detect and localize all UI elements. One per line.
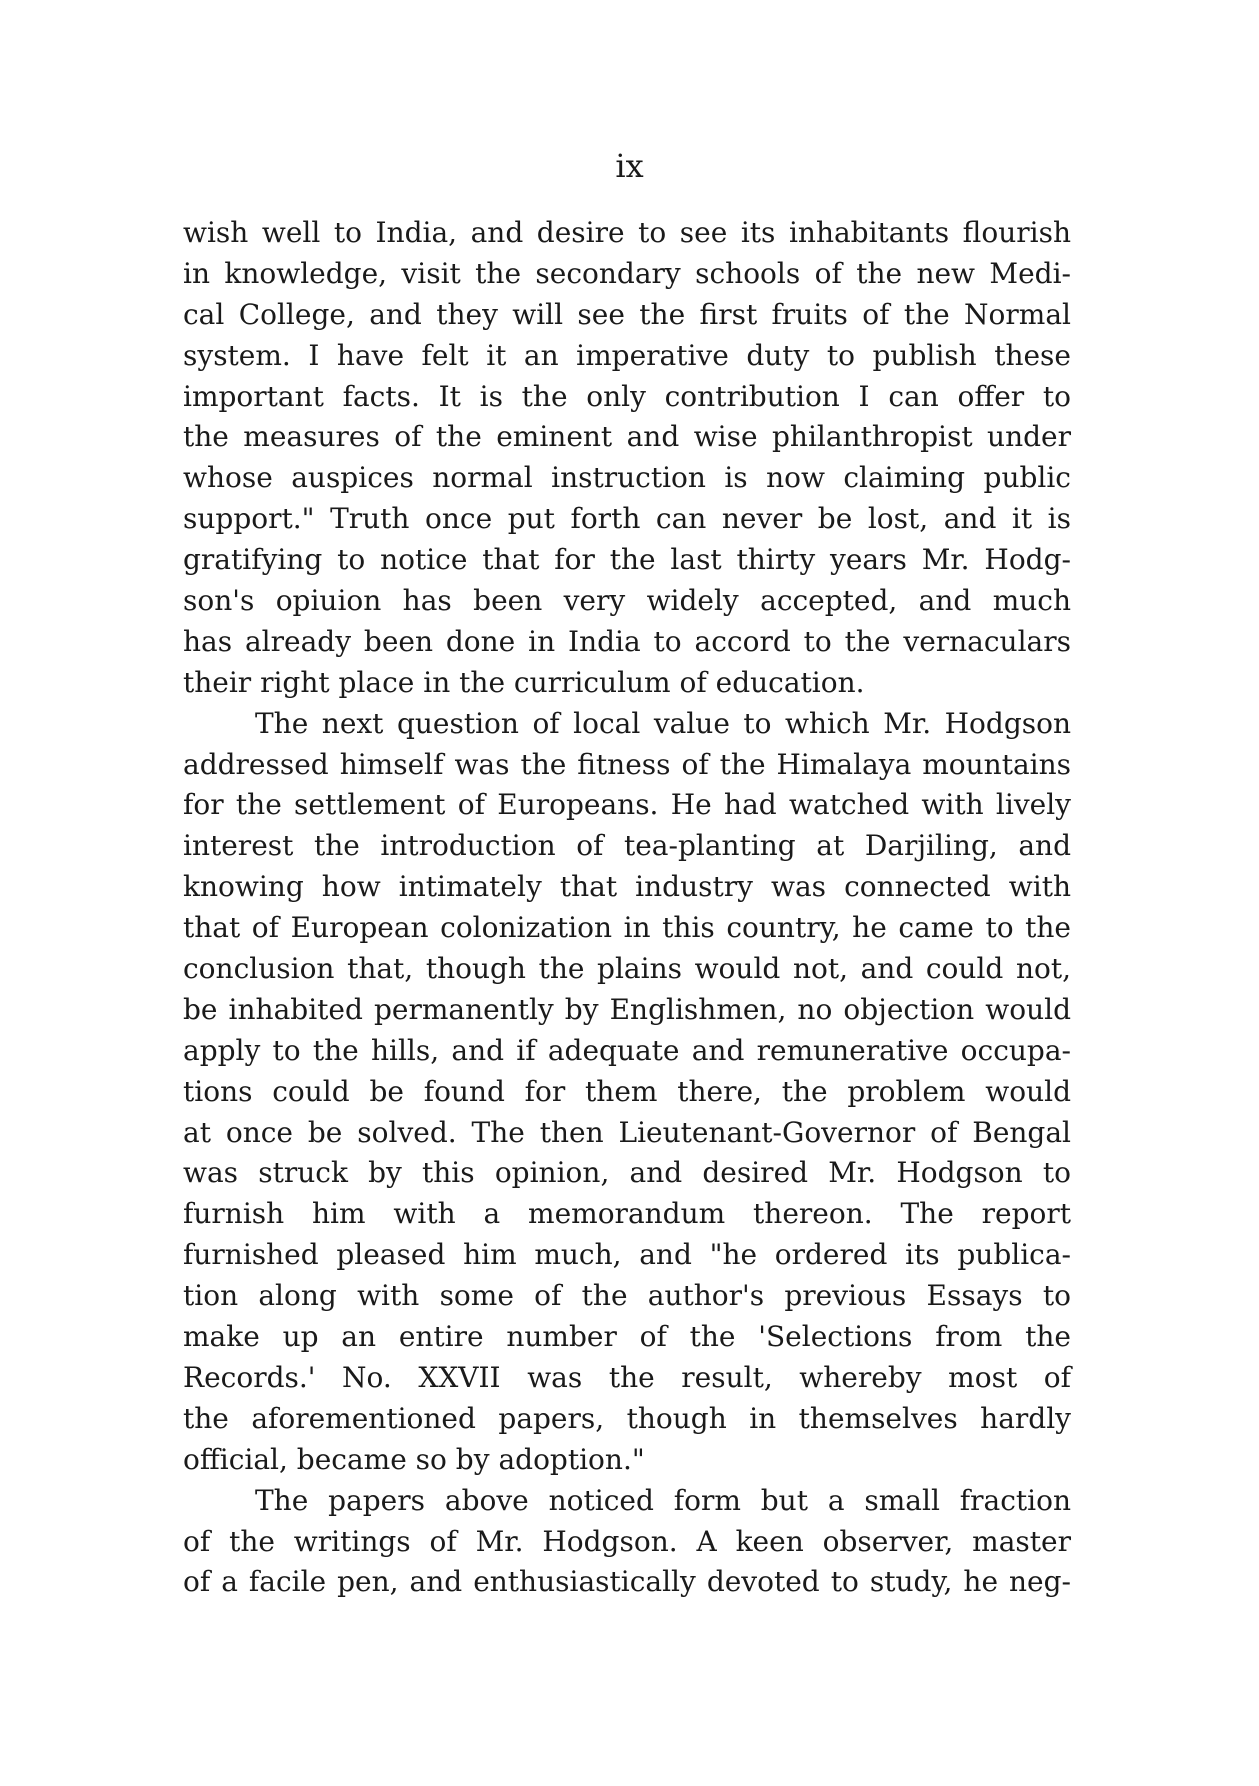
text-line: conclusion that, though the plains would not, and could not, xyxy=(183,952,1071,986)
text-line: apply to the hills, and if adequate and remunerative occupa- xyxy=(183,1033,1071,1067)
text-line: in knowledge, visit the secondary schools of the new Medi- xyxy=(183,256,1071,290)
text-line: be inhabited permanently by Englishmen, no objection would xyxy=(183,992,1071,1026)
text-line: system. I have felt it an imperative duty to publish these xyxy=(183,338,1071,372)
text-line: gratifying to notice that for the last thirty years Mr. Hodg- xyxy=(183,543,1071,577)
text-line: has already been done in India to accord to the vernaculars xyxy=(183,624,1071,658)
text-line: for the settlement of Europeans. He had watched with lively xyxy=(183,788,1071,822)
text-line: furnish him with a memorandum thereon. The report xyxy=(183,1197,1071,1231)
text-line: of a facile pen, and enthusiastically devoted to study, he neg- xyxy=(183,1565,1071,1599)
text-line: official, became so by adoption." xyxy=(183,1442,645,1476)
text-line: their right place in the curriculum of education. xyxy=(183,665,865,699)
text-line: cal College, and they will see the first fruits of the Normal xyxy=(183,297,1071,331)
page-number: ix xyxy=(615,147,644,185)
text-line: addressed himself was the fitness of the Himalaya mountains xyxy=(183,747,1071,781)
text-line: important facts. It is the only contribution I can offer to xyxy=(183,379,1071,413)
text-line: at once be solved. The then Lieutenant-Governor of Bengal xyxy=(183,1115,1071,1149)
text-line: support." Truth once put forth can never be lost, and it is xyxy=(183,502,1071,536)
text-line: of the writings of Mr. Hodgson. A keen observer, master xyxy=(183,1524,1071,1558)
text-line: Records.' No. XXVII was the result, whereby most of xyxy=(183,1360,1071,1394)
paragraph xyxy=(183,1481,1071,1604)
text-line: son's opiuion has been very widely accepted, and much xyxy=(183,584,1071,618)
text-line: that of European colonization in this country, he came to the xyxy=(183,911,1071,945)
text-line: The next question of local value to which Mr. Hodgson xyxy=(255,706,1071,740)
text-line: the aforementioned papers, though in themselves hardly xyxy=(183,1401,1071,1435)
text-line: the measures of the eminent and wise philanthropist under xyxy=(183,420,1071,454)
text-line: whose auspices normal instruction is now claiming public xyxy=(183,461,1071,495)
text-line: furnished pleased him much, and "he ordered its publica- xyxy=(183,1238,1071,1272)
text-line: The papers above noticed form but a small fraction xyxy=(255,1483,1071,1517)
paragraph xyxy=(183,704,1071,1481)
text-line: was struck by this opinion, and desired Mr. Hodgson to xyxy=(183,1156,1071,1190)
text-line: interest the introduction of tea-planting at Darjiling, and xyxy=(183,829,1071,863)
body-text xyxy=(183,213,1071,1603)
text-line: tions could be found for them there, the problem would xyxy=(183,1074,1071,1108)
text-line: wish well to India, and desire to see its inhabitants flourish xyxy=(183,216,1071,249)
text-line: make up an entire number of the 'Selections from the xyxy=(183,1320,1071,1354)
text-line: knowing how intimately that industry was connected with xyxy=(183,870,1071,904)
text-line: tion along with some of the author's previous Essays to xyxy=(183,1279,1071,1313)
paragraph xyxy=(183,213,1071,704)
